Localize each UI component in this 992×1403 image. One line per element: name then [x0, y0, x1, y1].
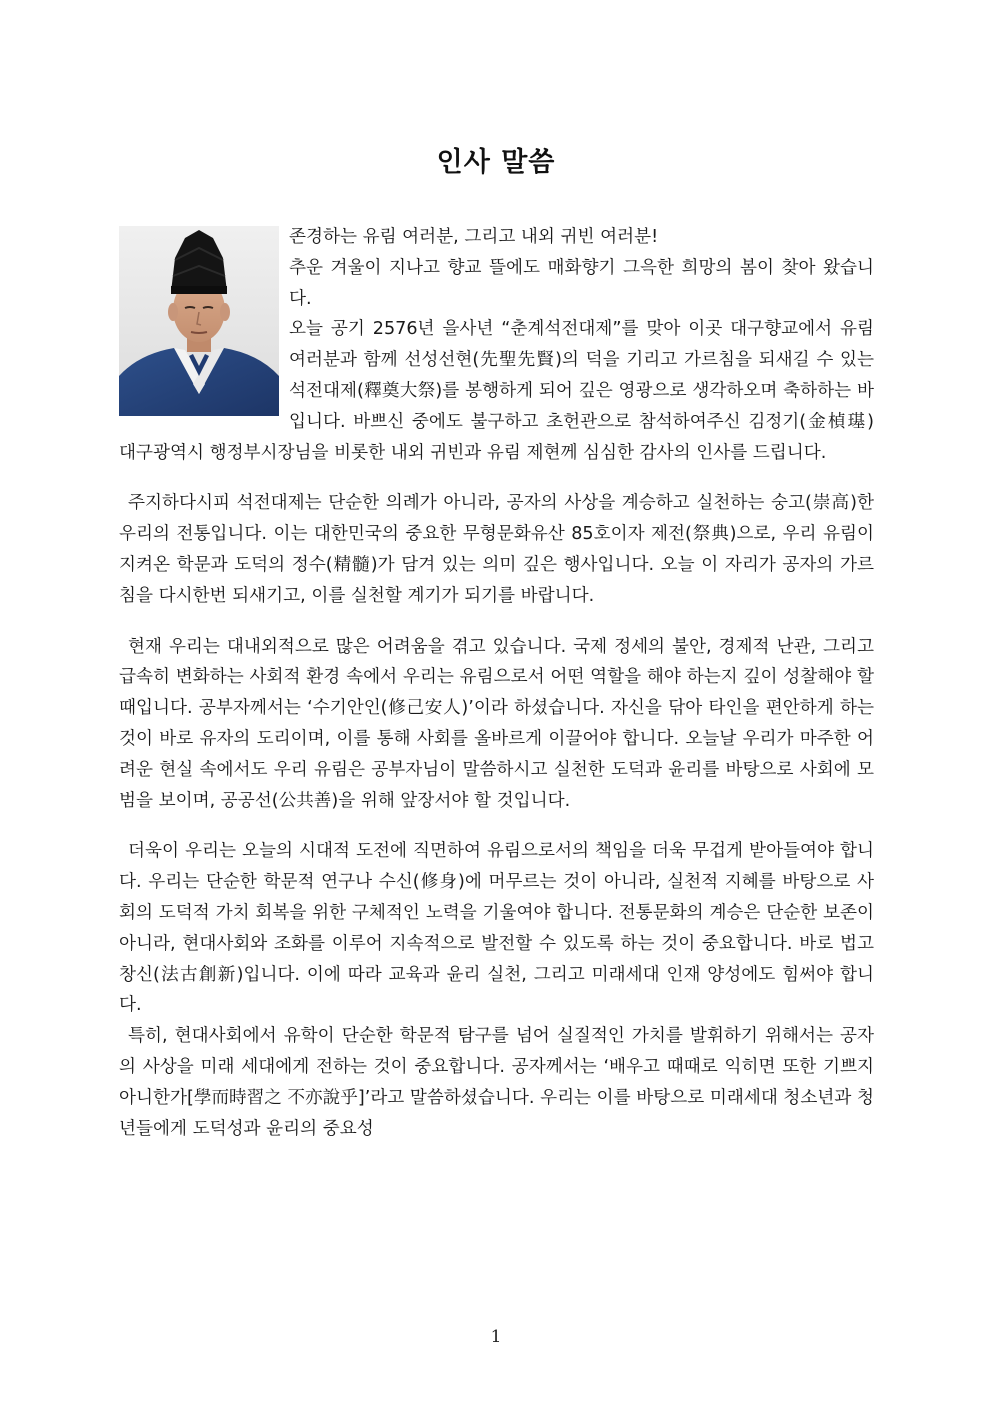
tradition-paragraph: 주지하다시피 석전대제는 단순한 의례가 아니라, 공자의 사상을 계승하고 실천하는 숭고(崇高)한 우리의 전통입니다. 이는 대한민국의 중요한 무형문화유산 85호이자 제전(祭典)으로, 우리 유림이 지켜온 학문과 도덕의 정수(精髓)가 담겨 있는 의미 깊은 행사입니다. 오늘 이 자리가 공자의 가르침을 다시한번 되새기고, 이를 실천할 계기가 되기를 바랍니다. [119, 493, 874, 606]
responsibility-paragraph: 더욱이 우리는 오늘의 시대적 도전에 직면하여 유림으로서의 책임을 더욱 무겁게 받아들여야 합니다. 우리는 단순한 학문적 연구나 수신(修身)에 머무르는 것이 아니라, 실천적 지혜를 바탕으로 사회의 도덕적 가치 회복을 위한 구체적인 노력을 기울여야 합니다. 전통문화의 계승은 단순한 보존이 아니라, 현대사회와 조화를 이루어 지속적으로 발전할 수 있도록 하는 것이 중요합니다. 바로 법고창신(法古創新)입니다. 이에 따라 교육과 윤리 실천, 그리고 미래세대 인재 양성에도 힘써야 합니다. [119, 841, 874, 1016]
author-portrait [119, 226, 279, 416]
current-situation-paragraph: 현재 우리는 대내외적으로 많은 어려움을 겪고 있습니다. 국제 정세의 불안, 경제적 난관, 그리고 급속히 변화하는 사회적 환경 속에서 우리는 유림으로서 어떤 역할을 해야 하는지 깊이 성찰해야 할 때입니다. 공부자께서는 ‘수기안인(修己安人)’이라 하셨습니다. 자신을 닦아 타인을 편안하게 하는 것이 바로 유자의 도리이며, 이를 통해 사회를 올바르게 이끌어야 합니다. 오늘날 우리가 마주한 어려운 현실 속에서도 우리 유림은 공부자님이 말씀하시고 실천한 도덕과 윤리를 바탕으로 사회에 모범을 보이며, 공공선(公共善)을 위해 앞장서야 할 것입니다. [119, 636, 874, 811]
future-generation-paragraph: 특히, 현대사회에서 유학이 단순한 학문적 탐구를 넘어 실질적인 가치를 발휘하기 위해서는 공자의 사상을 미래 세대에게 전하는 것이 중요합니다. 공자께서는 ‘배우고 때때로 익히면 또한 기쁘지 아니한가[學而時習之 不亦說乎]’라고 말씀하셨습니다. 우리는 이를 바탕으로 미래세대 청소년과 청년들에게 도덕성과 윤리의 중요성 [119, 1026, 874, 1139]
ceremony-paragraph: 오늘 공기 2576년 을사년 “춘계석전대제”를 맞아 이곳 대구향교에서 유림 여러분과 함께 선성선현(先聖先賢)의 덕을 기리고 가르침을 되새길 수 있는 석전대제(釋奠大祭)를 봉행하게 되어 깊은 영광으로 생각하오며 축하하는 바입니다. 바쁘신 중에도 불구하고 초헌관으로 참석하여주신 김정기(金楨璂) 대구광역시 행정부시장님을 비롯한 내외 귀빈과 유림 제현께 심심한 감사의 인사를 드립니다. [119, 319, 874, 463]
greeting-paragraph: 존경하는 유림 여러분, 그리고 내외 귀빈 여러분! [289, 227, 659, 247]
document-body [119, 222, 874, 1144]
page-number: 1 [490, 1327, 502, 1347]
page-title: 인사 말씀 [436, 147, 556, 178]
spring-paragraph: 추운 겨울이 지나고 향교 뜰에도 매화향기 그윽한 희망의 봄이 찾아 왔습니다. [289, 257, 874, 309]
